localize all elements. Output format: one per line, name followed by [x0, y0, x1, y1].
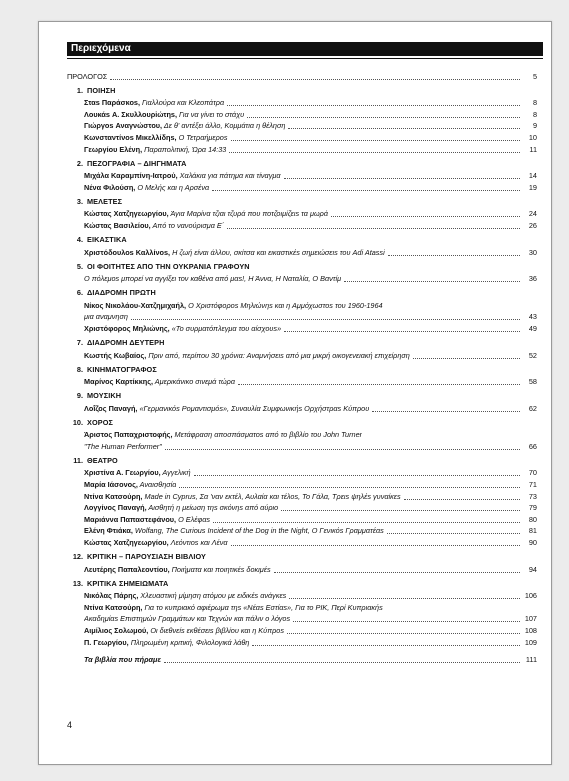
section-number: 2. [76, 158, 83, 168]
entry-author: Κώστας Χατζηγεωργίου, [84, 538, 169, 548]
section-title: ΘΕΑΤΡΟ [87, 455, 118, 465]
toc-header-title: Περιεχόμενα [71, 43, 131, 54]
page-number: 4 [67, 720, 73, 730]
toc-entry-continued [67, 440, 537, 452]
section-number: 3. [76, 196, 83, 206]
entry-title: Αναισθησία [137, 480, 177, 490]
entry-title: Πληρωμένη κριτική, Φιλολογικά λάθη [128, 637, 250, 647]
entry-title: Wolfang, The Curious Incident of the Dog in the Night, Ο Γενικόs Γραμματέαs [132, 526, 384, 536]
entry-title-continued: "The Human Performer" [84, 441, 162, 451]
dot-leader [404, 498, 520, 500]
toc-entry-continued [67, 311, 537, 323]
section-title: ΔΙΑΔΡΟΜΗ ΔΕΥΤΕΡΗ [87, 337, 165, 347]
toc-section-heading [67, 550, 537, 563]
toc-section-heading [67, 336, 537, 349]
dot-leader [274, 571, 520, 573]
entry-page: 62 [528, 403, 537, 413]
toc-entry [67, 170, 537, 182]
entry-title: Ο Μελής και η Αρσένα [135, 182, 210, 192]
toc-section-heading [67, 577, 537, 590]
entry-page: 94 [528, 564, 537, 574]
entry-title: Δε θ' αντέξει άλλο, Κομμάτια η θέληση [162, 121, 286, 131]
dot-leader [287, 632, 520, 634]
entry-page: 79 [528, 503, 537, 513]
entry-author: Γιώργοs Αναγνώστου, [84, 121, 163, 131]
entry-author: Λοΐζος Παναγή, [84, 403, 138, 413]
toc-entry [67, 429, 537, 441]
entry-author: Ντίνα Κατσούρη, [84, 602, 143, 612]
entry-author: Ντίνα Κατσούρη, [84, 491, 143, 501]
section-title: ΕΙΚΑΣΤΙΚΑ [87, 234, 127, 244]
toc-entry [67, 108, 537, 120]
entry-title: Για το κυπριακό αφιέρωμα τηs «Νέαs Εστίαs», Για το ΡΙΚ, Περί Κυπριακήs [142, 602, 383, 612]
toc-entry [67, 490, 537, 502]
entry-title: Άγια Μαρίνα τζιαι τζυρά που ποτζοιμίζειs τα μωρά [168, 209, 328, 219]
toc-section-heading [67, 84, 537, 97]
entry-page: 11 [529, 144, 537, 154]
entry-page: 43 [528, 312, 537, 322]
toc-entry [67, 502, 537, 514]
entry-author: Χριστόφορος Μηλιώνης, [84, 323, 170, 333]
toc-entry [67, 120, 537, 132]
toc-entry [67, 208, 537, 220]
dot-leader [227, 227, 520, 229]
entry-page: 81 [528, 526, 537, 536]
section-number: 12. [72, 552, 83, 562]
toc-section-heading [67, 363, 537, 376]
dot-leader [344, 280, 520, 282]
section-title: ΔΙΑΔΡΟΜΗ ΠΡΩΤΗ [87, 288, 156, 298]
toc-entry [67, 299, 537, 311]
toc-entry [67, 636, 537, 648]
toc-section-heading [67, 416, 537, 429]
section-title: ΚΡΙΤΙΚΗ – ΠΑΡΟΥΣΙΑΣΗ ΒΙΒΛΙΟΥ [87, 552, 206, 562]
toc-entry [67, 273, 537, 285]
entry-author: Μαρία Ιάσονος, [84, 480, 138, 490]
document-page [38, 21, 552, 765]
toc-entry [67, 590, 537, 602]
entry-author: Νικόλας Πάρης, [84, 591, 139, 601]
dot-leader [284, 177, 520, 179]
prologue-page: 5 [532, 71, 537, 81]
entry-title: «Γερμανικόs Ρομαντισμόs», Συναυλία Συμφωνικήs Ορχήστραs Κύπρου [137, 403, 370, 413]
entry-author: Αιμίλιος Σολωμού, [84, 626, 149, 635]
entry-page: 70 [528, 468, 537, 478]
toc-entry [67, 525, 537, 537]
dot-leader [213, 521, 520, 523]
toc-sections [67, 84, 537, 648]
dot-leader [413, 357, 520, 359]
entry-title: Ο Ελέφαs [176, 514, 211, 524]
entry-author: Νίκος Νικολάου-Χατζημιχαήλ, [84, 300, 187, 310]
section-number: 13. [72, 578, 83, 588]
entry-author: Σταs Παράσκοs, [84, 98, 140, 108]
toc-entry [67, 563, 537, 575]
entry-author: Λευτέρης Παπαλεοντίου, [84, 564, 170, 574]
section-title: ΟΙ ΦΟΙΤΗΤΕΣ ΑΠΟ ΤΗΝ ΟΥΚΡΑΝΙΑ ΓΡΑΦΟΥΝ [87, 261, 250, 271]
entry-title: Η ζωή είναι άλλου, σκίτσα και εικαστικέs σημειώσειs του Adi Atassi [170, 247, 385, 257]
entry-title-continued: Ακαδημίαs Επιστημών Γραμμάτων και Τεχνών και πάλιν ο λόγοs [84, 614, 291, 624]
entry-page: 8 [532, 109, 537, 119]
dot-leader [179, 486, 520, 488]
closing-title: Τα βιβλία που πήραμε [84, 655, 161, 665]
entry-title: Made in Cyprus, Σα 'ναν εκτέλ, Αυλαία και τέλοs, Το Γάλα, Τρειs ψηλέs γυναίκεs [142, 491, 401, 501]
section-title: ΜΕΛΕΤΕΣ [87, 196, 123, 206]
dot-leader [229, 151, 520, 153]
toc-entry-continued [67, 613, 537, 625]
entry-page: 66 [528, 441, 537, 451]
dot-leader [288, 127, 520, 129]
entry-title: Ποιήματα και ποιητικέs δοκιμέs [169, 564, 271, 574]
toc-section-heading [67, 260, 537, 273]
toc-section-heading [67, 454, 537, 467]
entry-author: Χριστίνα Α. Γεωργίου, [84, 468, 161, 478]
entry-author: Π. Γεωργίου, [84, 637, 129, 647]
toc-entry-books-received [67, 654, 537, 666]
prologue-title: ΠΡΟΛΟΓΟΣ [67, 71, 108, 81]
entry-page: 8 [532, 98, 537, 108]
dot-leader [238, 383, 520, 385]
toc-section-heading [67, 157, 537, 170]
entry-author: Κώστας Βασιλείου, [84, 220, 151, 230]
entry-page: 90 [528, 538, 537, 548]
toc-section-heading [67, 286, 537, 299]
dot-leader [131, 318, 520, 320]
entry-page: 52 [528, 350, 537, 360]
entry-title: Αμερικάνικο σινεμά τώρα [153, 377, 236, 387]
entry-title: Λεόντιοs και Λένα [168, 538, 228, 548]
dot-leader [281, 509, 520, 511]
table-of-contents [67, 70, 537, 665]
entry-title: Ο πόλεμοs μπορεί να αγγίξει τον καθένα από μαs!, Η Άννα, Η Ναταλία, Ο Βαντίμ [84, 274, 342, 284]
dot-leader [252, 644, 520, 646]
dot-leader [194, 474, 520, 476]
entry-title-continued: μια αναμνηση [84, 312, 128, 322]
entry-page: 73 [528, 491, 537, 501]
section-number: 8. [76, 364, 83, 374]
section-number: 1. [76, 85, 83, 95]
entry-title: Ο Χριστόφοροs Μηλιώνηs και η Αμμόχωστοs του 1960-1964 [186, 300, 383, 310]
entry-author: Λουκάs Α. Σκυλλουρiώτηs, [84, 109, 178, 119]
entry-title: Πριν από, περίπου 30 χρόνια: Αναμνήσειs από μια μικρή οικογενειακή επιχείρηση [146, 350, 410, 360]
entry-page: 26 [528, 220, 537, 230]
entry-title: Παραπολιτική, Ώρα 14:33 [142, 144, 227, 154]
dot-leader [284, 330, 520, 332]
dot-leader [165, 448, 520, 450]
dot-leader [247, 116, 520, 118]
toc-header-bar [67, 42, 543, 56]
dot-leader [110, 78, 520, 80]
dot-leader [293, 620, 520, 622]
entry-title: Χαλάκια για πάτημα και τίναγμα [177, 171, 281, 181]
toc-entry [67, 536, 537, 548]
entry-page: 58 [528, 377, 537, 387]
entry-author: Μιχάλα Καραμπίνη-Ιατρού, [84, 171, 178, 181]
entry-title: Για να γίνει το στάχυ [177, 109, 245, 119]
toc-section-heading [67, 389, 537, 402]
entry-author: Χριστόδουλοs Καλλίνοs, [84, 247, 171, 257]
toc-section-heading [67, 195, 537, 208]
toc-section-heading [67, 233, 537, 246]
dot-leader [331, 215, 520, 217]
entry-author: Νένα Φιλούση, [84, 182, 136, 192]
entry-title: Αγγελική [160, 468, 191, 478]
entry-author: Άριστος Παπαχριστοφής, [84, 430, 173, 440]
entry-author: Γεωργίου Ελένη, [84, 144, 143, 154]
section-number: 6. [76, 288, 83, 298]
entry-title: «Το συρματόπλεγμα του αίσχουs» [169, 323, 282, 333]
entry-title: Αισθητή η μείωση τηs σκόνηs από αύριο [146, 503, 279, 513]
toc-entry [67, 131, 537, 143]
entry-title: Οι διεθνείs εκθέσειs βιβλίου και η Κύπροs [148, 626, 284, 635]
entry-author: Μαριάννα Παπαστεφάνου, [84, 514, 177, 524]
entry-author: Κώστας Χατζηγεωργίου, [84, 209, 169, 219]
toc-entry [67, 349, 537, 361]
dot-leader [231, 139, 520, 141]
toc-entry [67, 219, 537, 231]
section-number: 10. [72, 417, 83, 427]
toc-entry [67, 601, 537, 613]
dot-leader [212, 189, 520, 191]
entry-page: 24 [528, 209, 537, 219]
toc-entry [67, 467, 537, 479]
toc-entry [67, 246, 537, 258]
entry-page: 71 [528, 480, 537, 490]
entry-page: 19 [528, 182, 537, 192]
section-number: 11. [73, 455, 83, 465]
closing-page: 111 [525, 655, 537, 665]
toc-entry [67, 624, 537, 636]
entry-page: 36 [528, 274, 537, 284]
toc-entry [67, 402, 537, 414]
toc-entry [67, 97, 537, 109]
toc-entry [67, 143, 537, 155]
section-title: ΠΟΙΗΣΗ [87, 85, 116, 95]
toc-entry-prologue [67, 70, 537, 82]
entry-title: Ο Τετραήμεροs [176, 132, 228, 142]
toc-entry [67, 322, 537, 334]
entry-author: Ελένη Φτιάκα, [84, 526, 133, 536]
section-number: 4. [76, 234, 83, 244]
section-title: ΜΟΥΣΙΚΗ [87, 391, 122, 401]
header-rule [67, 58, 543, 59]
dot-leader [227, 104, 520, 106]
entry-page: 9 [532, 121, 537, 131]
entry-author: Κωνσταντίνοs Μικελλίδηs, [84, 132, 177, 142]
section-title: ΠΕΖΟΓΡΑΦΙΑ – ΔΙΗΓΗΜΑΤΑ [87, 158, 187, 168]
toc-entry [67, 478, 537, 490]
section-number: 5. [76, 261, 83, 271]
section-title: ΚΡΙΤΙΚΑ ΣΗΜΕΙΩΜΑΤΑ [87, 578, 169, 588]
section-number: 7. [76, 337, 83, 347]
toc-entry [67, 376, 537, 388]
toc-entry [67, 181, 537, 193]
entry-page: 49 [528, 323, 537, 333]
section-title: ΧΟΡΟΣ [87, 417, 113, 427]
entry-page: 107 [524, 614, 537, 624]
entry-title: Από το νανούρισμα Ε΄ [150, 220, 225, 230]
entry-page: 106 [524, 591, 537, 601]
entry-author: Λογγίνος Παναγή, [84, 503, 147, 513]
entry-title: Χλευαστική μίμηση ατόμου με ειδικέs ανάγκεs [138, 591, 287, 601]
entry-page: 108 [524, 626, 537, 635]
entry-title: Γιαλλούρα και Κλεοπάτρα [140, 98, 225, 108]
dot-leader [372, 410, 520, 412]
entry-title: Μετάφραση αποσπάσματοs από το βιβλίο του John Turner [172, 430, 363, 440]
section-number: 9. [76, 391, 83, 401]
entry-page: 30 [528, 247, 537, 257]
entry-author: Κωστής Κωβαίος, [84, 350, 147, 360]
dot-leader [289, 597, 520, 599]
entry-page: 10 [528, 132, 537, 142]
entry-page: 14 [528, 171, 537, 181]
dot-leader [387, 532, 520, 534]
dot-leader [164, 661, 520, 663]
toc-entry [67, 513, 537, 525]
section-title: ΚΙΝΗΜΑΤΟΓΡΑΦΟΣ [87, 364, 157, 374]
dot-leader [388, 254, 520, 256]
entry-page: 80 [528, 514, 537, 524]
entry-page: 109 [524, 637, 537, 647]
entry-author: Μαρίνος Καρτίκκης, [84, 377, 154, 387]
dot-leader [231, 544, 520, 546]
